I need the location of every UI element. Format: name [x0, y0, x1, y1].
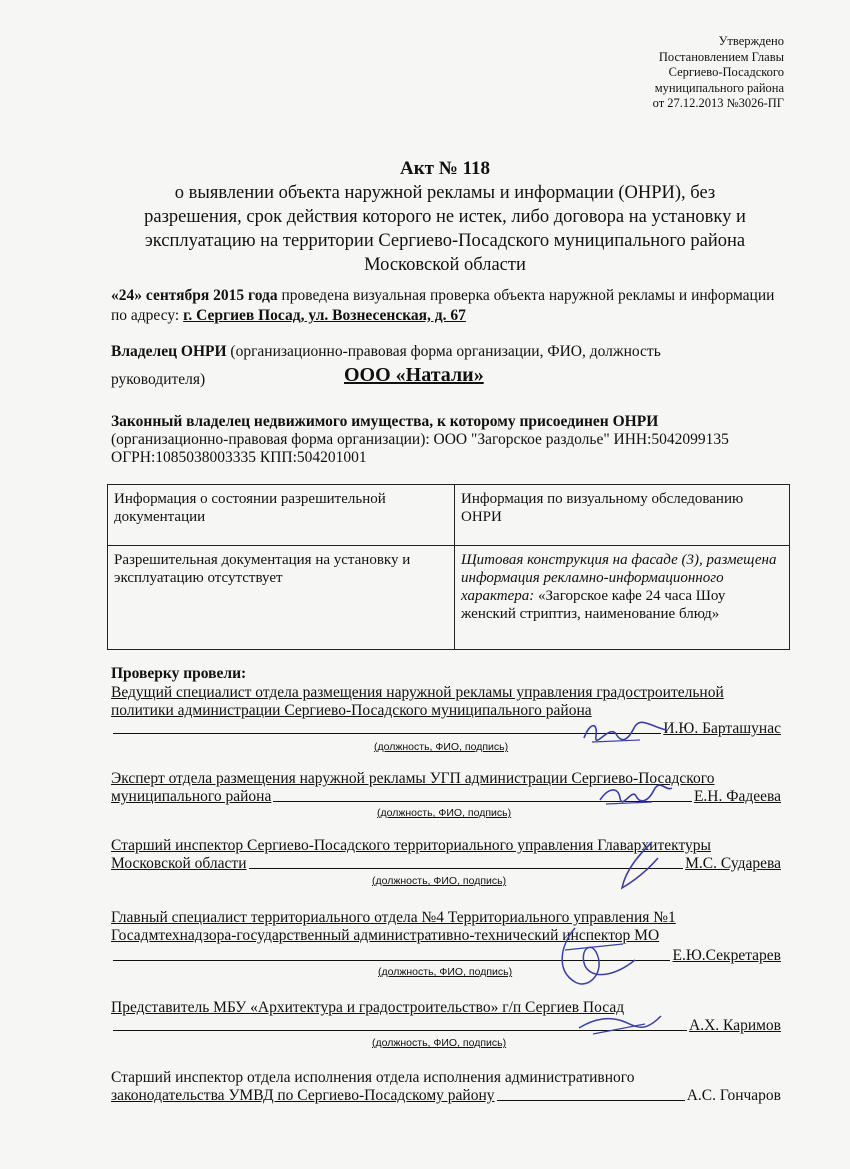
handwritten-signature: [545, 920, 640, 992]
handwritten-signature: [575, 1010, 665, 1038]
inspection-address: г. Сергиев Посад, ул. Вознесенская, д. 67: [183, 307, 466, 324]
signatory-position: Старший инспектор отдела исполнения отдела исполнения административного: [111, 1069, 635, 1086]
signatory-position: Эксперт отдела размещения наружной рекламы УГП администрации Сергиево-Посадского: [111, 770, 715, 787]
signatory-name: Е.Ю.Секретарев: [672, 947, 781, 964]
signatory-block: [111, 684, 781, 738]
inspection-text: проведена визуальная проверка объекта наружной рекламы и информации по адресу:: [111, 287, 775, 324]
signatory-block: [111, 837, 781, 873]
signature-caption: (должность, ФИО, подпись): [378, 966, 513, 978]
signature-caption: (должность, ФИО, подпись): [372, 875, 507, 887]
signatory-position: Старший инспектор Сергиево-Посадского территориального управления Главархитектуры: [111, 837, 711, 854]
approval-line: от 27.12.2013 №3026-ПГ: [652, 96, 784, 110]
table-cell: Разрешительная документация на установку и эксплуатацию отсутствует: [108, 546, 455, 650]
approval-block: [653, 34, 784, 112]
owner-label-line: [111, 343, 661, 361]
visual-inspection-text: «Загорское кафе 24 часа Шоу женский стриптиз, наименование блюд»: [461, 588, 726, 622]
title-line: о выявлении объекта наружной рекламы и информации (ОНРИ), без: [174, 183, 716, 203]
signature-line: [111, 1087, 781, 1105]
checkers-heading: Проверку провели:: [111, 665, 247, 682]
approval-line: муниципального района: [654, 80, 784, 95]
table-row: [108, 485, 790, 546]
signatory-position: Московской области: [111, 855, 247, 872]
owner-hint: (организационно-правовая форма организации, ФИО, должность: [226, 343, 661, 360]
approval-line: Утверждено: [718, 34, 784, 48]
document-title: [100, 157, 790, 277]
signatory-block: [111, 1069, 781, 1105]
approval-line: Постановлением Главы: [658, 49, 784, 64]
legal-owner-text: (организационно-правовая форма организации): ООО "Загорское раздолье" ИНН:5042099135 ОГРН:1085038003335 КПП:504201001: [111, 431, 729, 466]
signatory-name: А.Х. Каримов: [689, 1017, 781, 1034]
signatory-block: [111, 770, 781, 806]
signatory-name: Е.Н. Фадеева: [693, 788, 781, 805]
owner-hint-line: руководителя): [111, 371, 206, 388]
owner-name: ООО «Натали»: [344, 364, 484, 386]
signature-line: [111, 788, 781, 806]
signature-line: [111, 947, 781, 965]
signatory-name: А.С. Гончаров: [686, 1087, 781, 1104]
legal-owner-label: Законный владелец недвижимого имущества, к которому присоединен ОНРИ: [111, 413, 659, 430]
signatory-position: политики администрации Сергиево-Посадского муниципального района: [111, 702, 592, 719]
inspection-date: «24» сентября 2015 года: [111, 287, 278, 304]
handwritten-signature: [580, 718, 670, 748]
signature-line: [111, 855, 781, 873]
signature-caption: (должность, ФИО, подпись): [377, 807, 512, 819]
signatory-name: И.Ю. Барташунас: [663, 720, 781, 737]
info-table: [107, 484, 790, 650]
signatory-position: Представитель МБУ «Архитектура и градостроительство» г/п Сергиев Посад: [111, 999, 625, 1016]
signatory-position: муниципального района: [111, 788, 272, 805]
signature-caption: (должность, ФИО, подпись): [372, 1037, 507, 1049]
title-line: разрешения, срок действия которого не истек, либо договора на установку и: [144, 207, 746, 227]
table-header-cell: Информация о состоянии разрешительной документации: [108, 485, 455, 546]
signatory-block: [111, 999, 781, 1035]
signatory-position: Главный специалист территориального отдела №4 Территориального управления №1: [111, 909, 676, 926]
approval-line: Сергиево-Посадского: [668, 65, 784, 79]
signatory-block: [111, 909, 781, 965]
table-cell: [455, 546, 790, 650]
signature-fill-line: [497, 1099, 685, 1101]
signatory-position: Госадмтехнадзора-государственный административно-технический инспектор МО: [111, 927, 660, 944]
visual-inspection-italic: Щитовая конструкция на фасаде (3), размещена информация рекламно-информационного характера:: [461, 552, 777, 604]
title-line: эксплуатацию на территории Сергиево-Посадского муниципального района: [144, 231, 746, 251]
legal-owner-paragraph: [111, 413, 801, 467]
handwritten-signature: [596, 782, 676, 808]
signatory-name: М.С. Сударева: [685, 855, 781, 872]
signature-line: [111, 720, 781, 738]
signature-line: [111, 1017, 781, 1035]
owner-label: Владелец ОНРИ: [111, 343, 227, 360]
table-header-cell: Информация по визуальному обследованию ОНРИ: [455, 485, 790, 546]
handwritten-signature: [612, 838, 672, 898]
signature-caption: (должность, ФИО, подпись): [374, 741, 509, 753]
title-line: Московской области: [364, 255, 526, 275]
signatory-position: Ведущий специалист отдела размещения наружной рекламы управления градостроительной: [111, 684, 724, 701]
act-number: Акт № 118: [399, 158, 491, 179]
table-row: [108, 546, 790, 650]
inspection-paragraph: [111, 286, 791, 326]
signatory-position: законодательства УМВД по Сергиево-Посадскому району: [111, 1087, 495, 1104]
